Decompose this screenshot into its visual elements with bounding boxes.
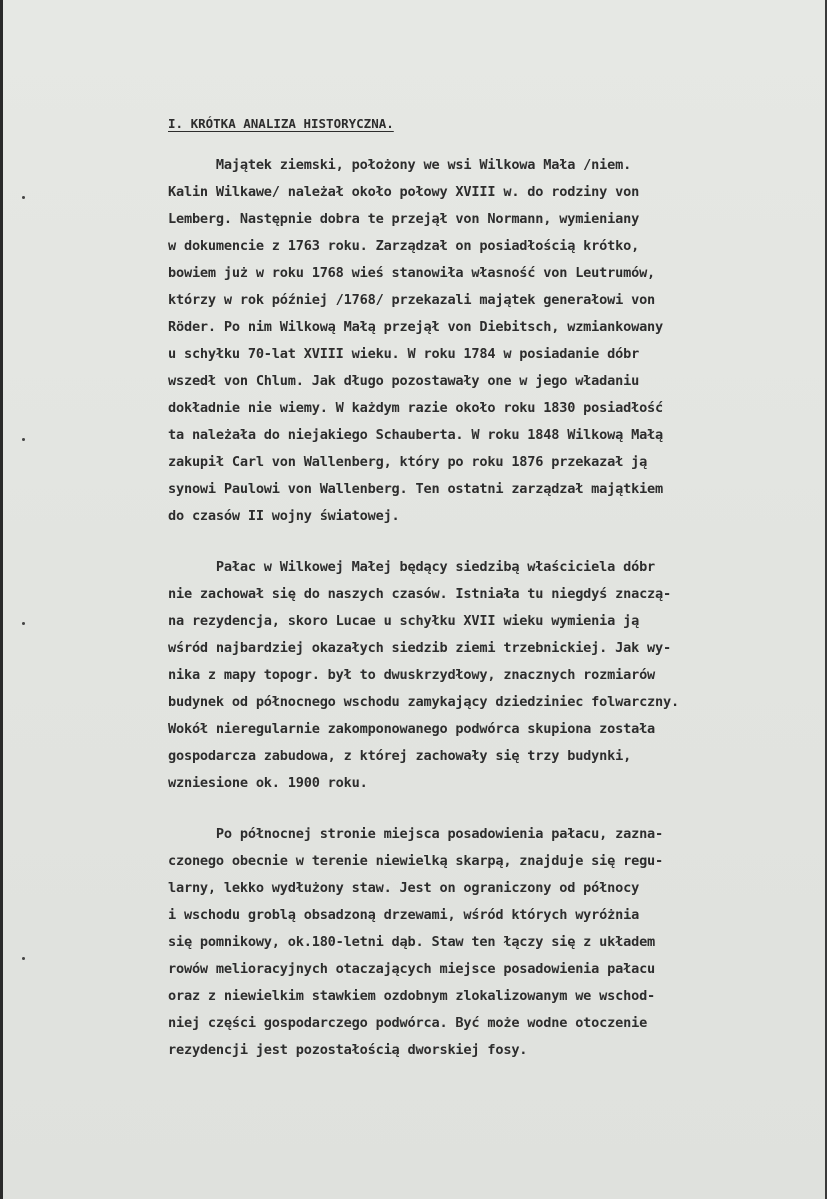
- punch-hole-mark: [22, 438, 25, 441]
- punch-hole-mark: [22, 196, 25, 199]
- typed-document: [168, 108, 827, 1088]
- text-line: Pałac w Wilkowej Małej będący siedzibą właściciela dóbr: [168, 559, 656, 575]
- text-line: nie zachował się do naszych czasów. Istniała tu niegdyś znaczą-: [168, 586, 672, 602]
- text-line: Kalin Wilkawe/ należał około połowy XVIII w. do rodziny von: [168, 184, 640, 200]
- text-line: się pomnikowy, ok.180-letni dąb. Staw ten łączy się z układem: [168, 934, 656, 950]
- text-line: dokładnie nie wiemy. W każdym razie około roku 1830 posiadłość: [168, 400, 664, 416]
- punch-hole-mark: [22, 622, 25, 625]
- text-line: Röder. Po nim Wilkową Małą przejął von Diebitsch, wzmiankowany: [168, 319, 664, 335]
- text-line: Wokół nieregularnie zakomponowanego podwórca skupiona została: [168, 721, 656, 737]
- text-line: rezydencji jest pozostałością dworskiej fosy.: [168, 1042, 528, 1058]
- document-title: I. KRÓTKA ANALIZA HISTORYCZNA.: [168, 116, 394, 131]
- text-line: oraz z niewielkim stawkiem ozdobnym zlokalizowanym we wschod-: [168, 988, 656, 1004]
- text-line: ta należała do niejakiego Schauberta. W roku 1848 Wilkową Małą: [168, 427, 664, 443]
- text-line: larny, lekko wydłużony staw. Jest on ograniczony od północy: [168, 880, 640, 896]
- text-line: na rezydencja, skoro Lucae u schyłku XVII wieku wymienia ją: [168, 613, 640, 629]
- text-line: Po północnej stronie miejsca posadowienia pałacu, zazna-: [168, 826, 664, 842]
- document-body: [168, 152, 827, 1064]
- text-line: u schyłku 70-lat XVIII wieku. W roku 1784 w posiadanie dóbr: [168, 346, 640, 362]
- text-line: budynek od północnego wschodu zamykający dziedziniec folwarczny.: [168, 694, 679, 710]
- text-line: którzy w rok później /1768/ przekazali majątek generałowi von: [168, 292, 656, 308]
- text-line: bowiem już w roku 1768 wieś stanowiła własność von Leutrumów,: [168, 265, 656, 281]
- text-line: nika z mapy topogr. był to dwuskrzydłowy, znacznych rozmiarów: [168, 667, 656, 683]
- punch-hole-mark: [22, 957, 25, 960]
- paragraph: [168, 152, 827, 530]
- text-line: i wschodu groblą obsadzoną drzewami, wśród których wyróżnia: [168, 907, 640, 923]
- text-line: Lemberg. Następnie dobra te przejął von Normann, wymieniany: [168, 211, 640, 227]
- text-line: do czasów II wojny światowej.: [168, 508, 400, 524]
- text-line: wszedł von Chlum. Jak długo pozostawały one w jego władaniu: [168, 373, 640, 389]
- text-line: rowów melioracyjnych otaczających miejsce posadowienia pałacu: [168, 961, 656, 977]
- text-line: czonego obecnie w terenie niewielką skarpą, znajduje się regu-: [168, 853, 664, 869]
- paragraph: [168, 554, 827, 797]
- text-line: gospodarcza zabudowa, z której zachowały się trzy budynki,: [168, 748, 632, 764]
- text-line: w dokumencie z 1763 roku. Zarządzał on posiadłością krótko,: [168, 238, 640, 254]
- text-line: niej części gospodarczego podwórca. Być może wodne otoczenie: [168, 1015, 648, 1031]
- scan-edge-left: [0, 0, 3, 1199]
- text-line: Majątek ziemski, położony we wsi Wilkowa Mała /niem.: [168, 157, 632, 173]
- text-line: wzniesione ok. 1900 roku.: [168, 775, 368, 791]
- paragraph: [168, 821, 827, 1064]
- text-line: wśród najbardziej okazałych siedzib ziemi trzebnickiej. Jak wy-: [168, 640, 672, 656]
- text-line: synowi Paulowi von Wallenberg. Ten ostatni zarządzał majątkiem: [168, 481, 664, 497]
- text-line: zakupił Carl von Wallenberg, który po roku 1876 przekazał ją: [168, 454, 648, 470]
